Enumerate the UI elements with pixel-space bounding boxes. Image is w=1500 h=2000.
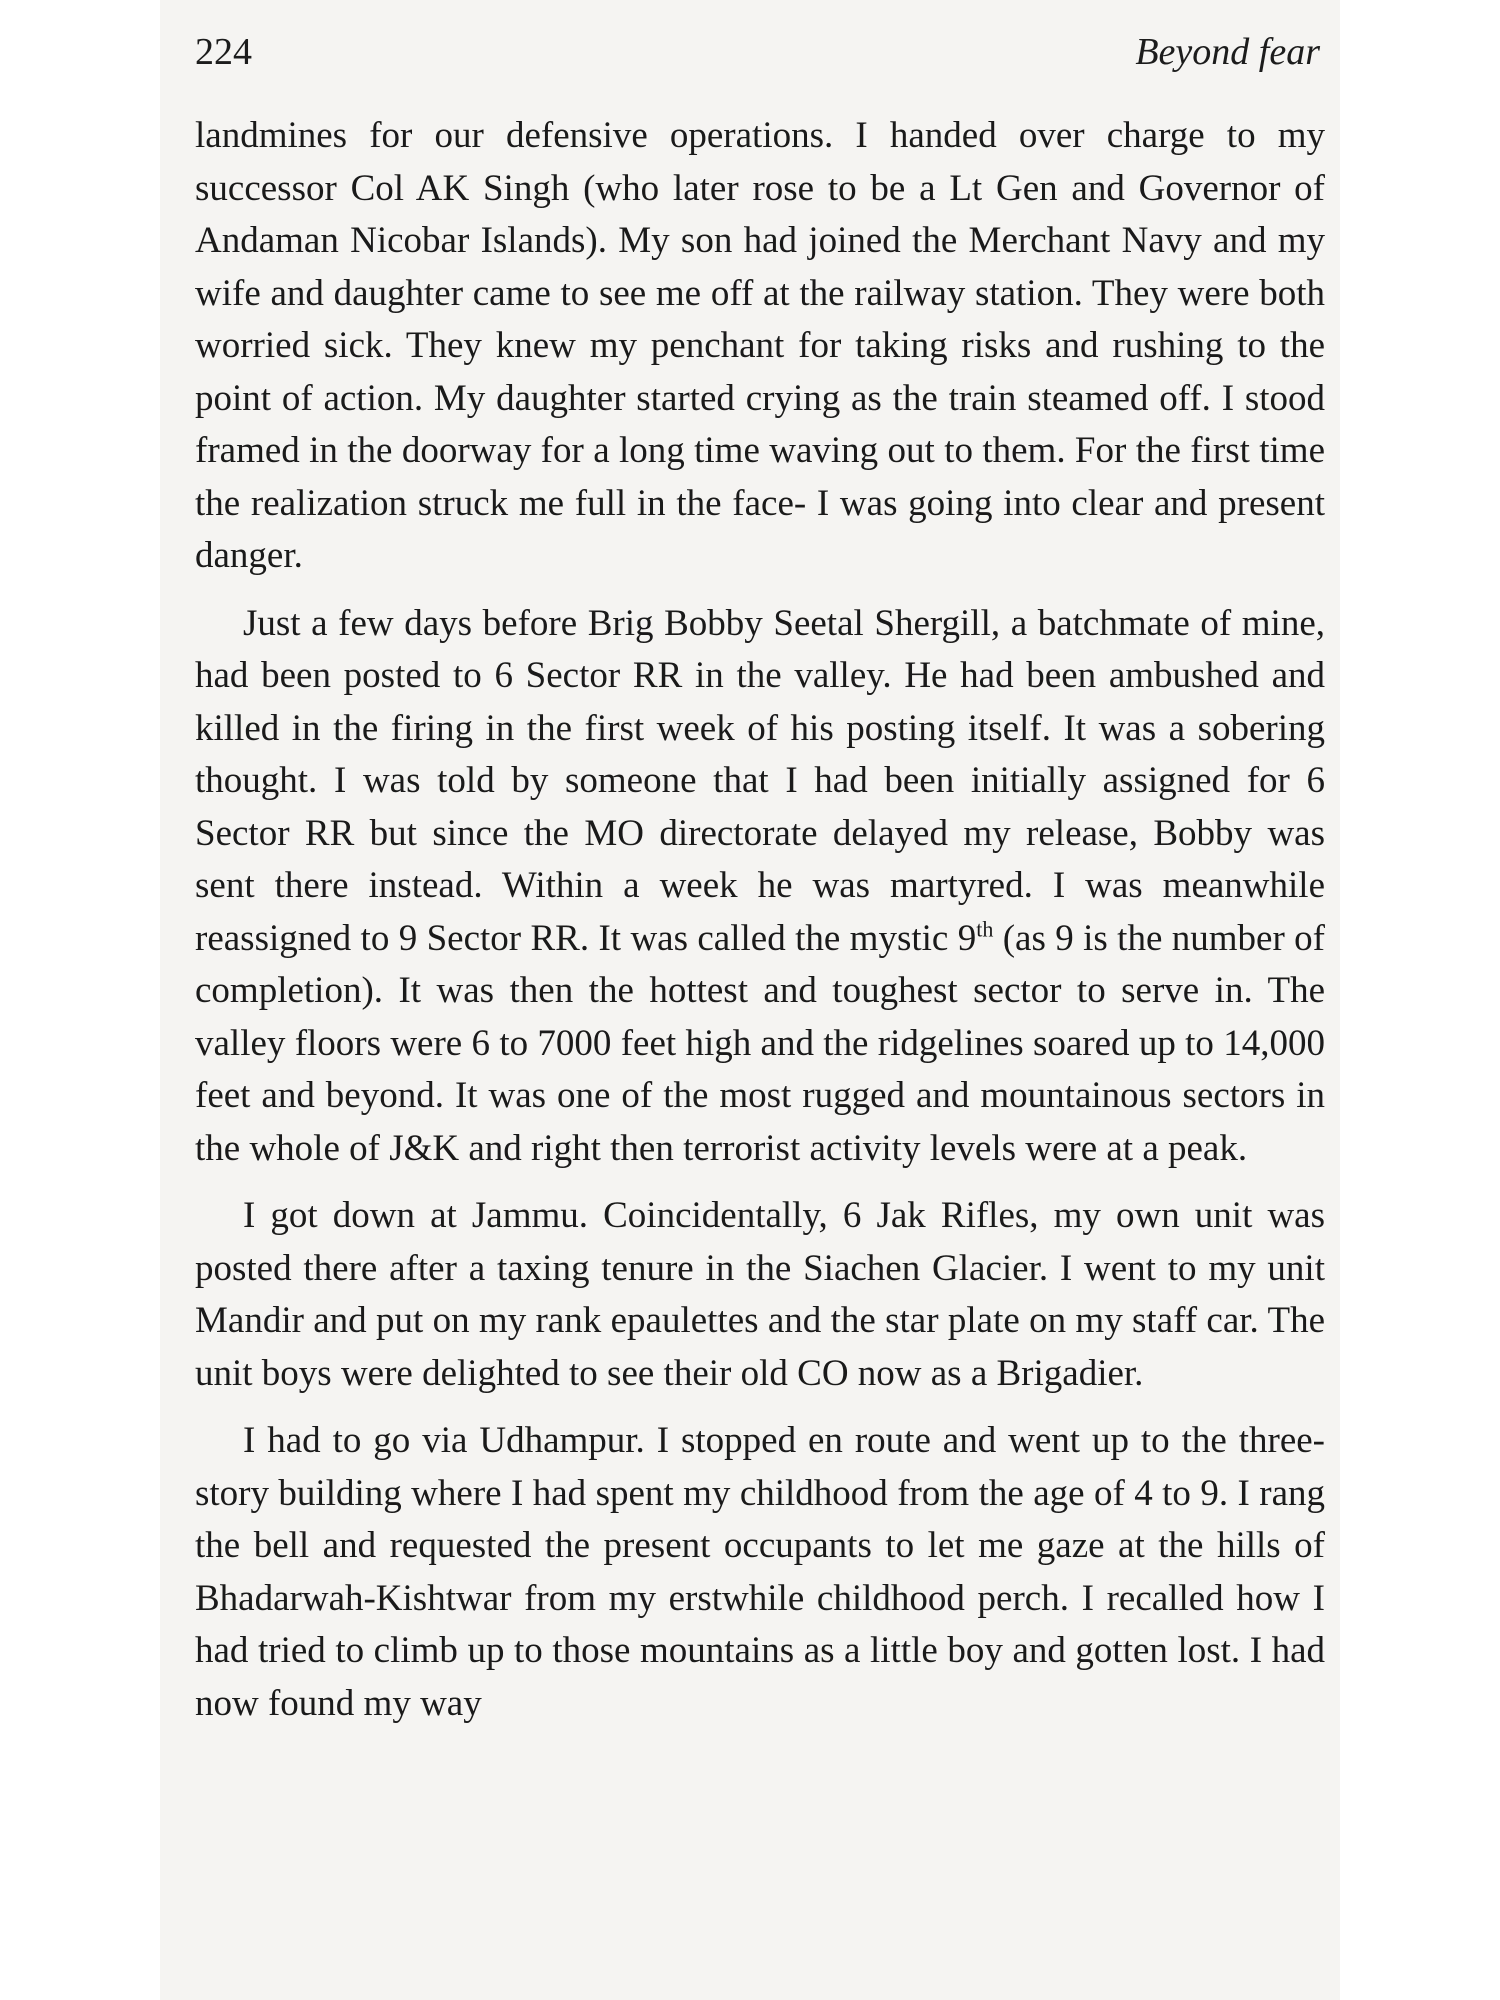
body-text — [195, 110, 1325, 1745]
page-header — [195, 30, 1320, 80]
page-number: 224 — [195, 31, 252, 73]
paragraph-2-text: Just a few days before Brig Bobby Seetal Shergill, a batchmate of mine, had been posted to 6 Sector RR in the valley. He had been ambushed and killed in the firing in the first week of his posting itself. It was a sobering thought. I was told by someone that I had been initially assigned for 6 Sector RR but since the MO directorate delayed my release, Bobby was sent there instead. Within a week he was martyred. I was meanwhile reassigned to 9 Sector RR. It was called the mystic 9 — [195, 602, 1325, 959]
paragraph-3: I got down at Jammu. Coincidentally, 6 Jak Rifles, my own unit was posted there after a taxing tenure in the Siachen Glacier. I went to my unit Mandir and put on my rank epaulettes and the star plate on my staff car. The unit boys were delighted to see their old CO now as a Brigadier. — [195, 1195, 1325, 1394]
running-title: Beyond fear — [1135, 31, 1320, 73]
book-page — [160, 0, 1340, 2000]
paragraph-2 — [195, 598, 1325, 1176]
ordinal-superscript: th — [976, 916, 994, 942]
paragraph-4: I had to go via Udhampur. I stopped en route and went up to the three-story building where I had spent my childhood from the age of 4 to 9. I rang the bell and requested the present occupants to let me gaze at the hills of Bhadarwah-Kishtwar from my erstwhile childhood perch. I recalled how I had tried to climb up to those mountains as a little boy and gotten lost. I had now found my way — [195, 1420, 1325, 1724]
paragraph-1: landmines for our defensive operations. I handed over charge to my successor Col AK Singh (who later rose to be a Lt Gen and Governor of Andaman Nicobar Islands). My son had joined the Merchant Navy and my wife and daughter came to see me off at the railway station. They were both worried sick. They knew my penchant for taking risks and rushing to the point of action. My daughter started crying as the train steamed off. I stood framed in the doorway for a long time waving out to them. For the first time the realization struck me full in the face- I was going into clear and present danger. — [195, 115, 1325, 576]
paragraph-2-continuation: (as 9 is the number of completion). It was then the hottest and toughest sector to serve in. The valley floors were 6 to 7000 feet high and the ridgelines soared up to 14,000 feet and beyond. It was one of the most rugged and mountainous sectors in the whole of J&K and right then terrorist activity levels were at a peak. — [195, 917, 1325, 1169]
